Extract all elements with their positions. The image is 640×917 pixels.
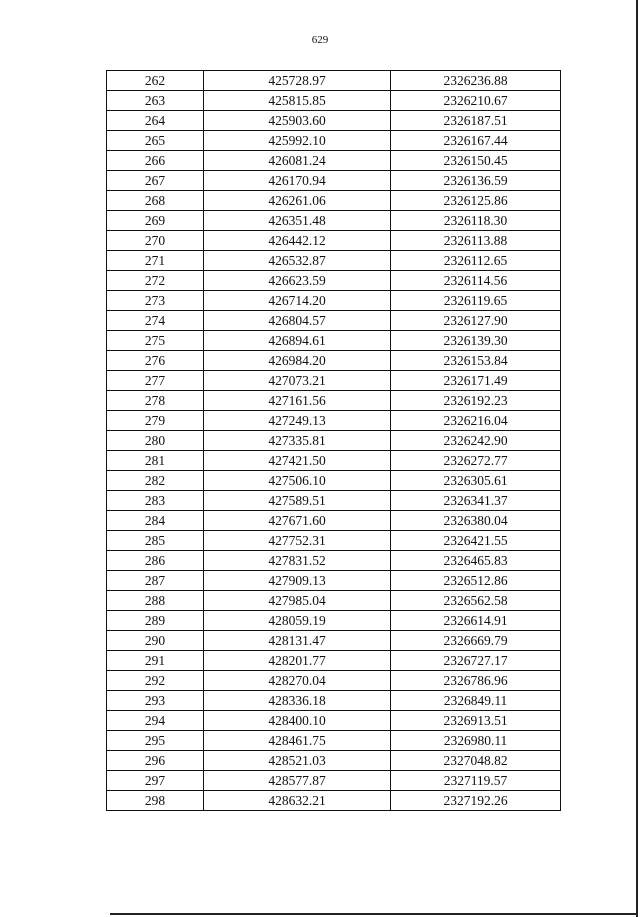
table-row — [107, 391, 561, 411]
x-coordinate-cell: 426894.61 — [204, 331, 391, 351]
x-coordinate-cell: 426351.48 — [204, 211, 391, 231]
table-row — [107, 731, 561, 751]
page-number: 629 — [311, 34, 329, 46]
y-coordinate-cell: 2326210.67 — [391, 91, 561, 111]
point-number-cell: 283 — [107, 491, 204, 511]
page-edge-bottom — [110, 913, 636, 915]
point-number-cell: 294 — [107, 711, 204, 731]
x-coordinate-cell: 427985.04 — [204, 591, 391, 611]
table-row — [107, 211, 561, 231]
coordinate-table — [106, 70, 561, 811]
y-coordinate-cell: 2326125.86 — [391, 191, 561, 211]
y-coordinate-cell: 2327119.57 — [391, 771, 561, 791]
table-row — [107, 511, 561, 531]
y-coordinate-cell: 2326562.58 — [391, 591, 561, 611]
table-row — [107, 171, 561, 191]
x-coordinate-cell: 428059.19 — [204, 611, 391, 631]
table-row — [107, 671, 561, 691]
point-number-cell: 292 — [107, 671, 204, 691]
point-number-cell: 287 — [107, 571, 204, 591]
y-coordinate-cell: 2326113.88 — [391, 231, 561, 251]
page-edge-right — [636, 0, 638, 917]
x-coordinate-cell: 426261.06 — [204, 191, 391, 211]
x-coordinate-cell: 428632.21 — [204, 791, 391, 811]
point-number-cell: 297 — [107, 771, 204, 791]
table-row — [107, 311, 561, 331]
x-coordinate-cell: 426804.57 — [204, 311, 391, 331]
table-row — [107, 711, 561, 731]
point-number-cell: 285 — [107, 531, 204, 551]
y-coordinate-cell: 2327048.82 — [391, 751, 561, 771]
point-number-cell: 262 — [107, 71, 204, 91]
y-coordinate-cell: 2326139.30 — [391, 331, 561, 351]
y-coordinate-cell: 2326167.44 — [391, 131, 561, 151]
x-coordinate-cell: 428461.75 — [204, 731, 391, 751]
x-coordinate-cell: 427073.21 — [204, 371, 391, 391]
y-coordinate-cell: 2326242.90 — [391, 431, 561, 451]
point-number-cell: 289 — [107, 611, 204, 631]
point-number-cell: 298 — [107, 791, 204, 811]
table-row — [107, 71, 561, 91]
table-row — [107, 771, 561, 791]
y-coordinate-cell: 2326380.04 — [391, 511, 561, 531]
point-number-cell: 266 — [107, 151, 204, 171]
point-number-cell: 276 — [107, 351, 204, 371]
x-coordinate-cell: 428336.18 — [204, 691, 391, 711]
x-coordinate-cell: 426623.59 — [204, 271, 391, 291]
x-coordinate-cell: 428270.04 — [204, 671, 391, 691]
y-coordinate-cell: 2326421.55 — [391, 531, 561, 551]
y-coordinate-cell: 2326272.77 — [391, 451, 561, 471]
table-row — [107, 151, 561, 171]
y-coordinate-cell: 2326153.84 — [391, 351, 561, 371]
x-coordinate-cell: 426442.12 — [204, 231, 391, 251]
y-coordinate-cell: 2326614.91 — [391, 611, 561, 631]
table-row — [107, 631, 561, 651]
table-row — [107, 591, 561, 611]
x-coordinate-cell: 428400.10 — [204, 711, 391, 731]
point-number-cell: 296 — [107, 751, 204, 771]
x-coordinate-cell: 427335.81 — [204, 431, 391, 451]
x-coordinate-cell: 428577.87 — [204, 771, 391, 791]
y-coordinate-cell: 2326216.04 — [391, 411, 561, 431]
table-row — [107, 351, 561, 371]
x-coordinate-cell: 426081.24 — [204, 151, 391, 171]
table-row — [107, 571, 561, 591]
point-number-cell: 281 — [107, 451, 204, 471]
point-number-cell: 290 — [107, 631, 204, 651]
y-coordinate-cell: 2326192.23 — [391, 391, 561, 411]
x-coordinate-cell: 427589.51 — [204, 491, 391, 511]
point-number-cell: 272 — [107, 271, 204, 291]
point-number-cell: 268 — [107, 191, 204, 211]
point-number-cell: 291 — [107, 651, 204, 671]
table-row — [107, 371, 561, 391]
table-row — [107, 691, 561, 711]
table-row — [107, 531, 561, 551]
x-coordinate-cell: 428131.47 — [204, 631, 391, 651]
x-coordinate-cell: 427249.13 — [204, 411, 391, 431]
y-coordinate-cell: 2326727.17 — [391, 651, 561, 671]
y-coordinate-cell: 2326114.56 — [391, 271, 561, 291]
x-coordinate-cell: 427421.50 — [204, 451, 391, 471]
table-row — [107, 431, 561, 451]
y-coordinate-cell: 2326119.65 — [391, 291, 561, 311]
table-row — [107, 91, 561, 111]
point-number-cell: 278 — [107, 391, 204, 411]
point-number-cell: 279 — [107, 411, 204, 431]
table-row — [107, 451, 561, 471]
x-coordinate-cell: 426714.20 — [204, 291, 391, 311]
table-row — [107, 191, 561, 211]
point-number-cell: 270 — [107, 231, 204, 251]
table-row — [107, 751, 561, 771]
x-coordinate-cell: 427161.56 — [204, 391, 391, 411]
y-coordinate-cell: 2326980.11 — [391, 731, 561, 751]
point-number-cell: 275 — [107, 331, 204, 351]
table-row — [107, 551, 561, 571]
y-coordinate-cell: 2326669.79 — [391, 631, 561, 651]
coordinate-table-body — [107, 71, 561, 811]
point-number-cell: 277 — [107, 371, 204, 391]
x-coordinate-cell: 427752.31 — [204, 531, 391, 551]
point-number-cell: 293 — [107, 691, 204, 711]
y-coordinate-cell: 2326305.61 — [391, 471, 561, 491]
y-coordinate-cell: 2326913.51 — [391, 711, 561, 731]
point-number-cell: 284 — [107, 511, 204, 531]
table-row — [107, 111, 561, 131]
x-coordinate-cell: 425992.10 — [204, 131, 391, 151]
table-row — [107, 411, 561, 431]
x-coordinate-cell: 426170.94 — [204, 171, 391, 191]
table-row — [107, 331, 561, 351]
x-coordinate-cell: 428201.77 — [204, 651, 391, 671]
y-coordinate-cell: 2326112.65 — [391, 251, 561, 271]
x-coordinate-cell: 425728.97 — [204, 71, 391, 91]
x-coordinate-cell: 428521.03 — [204, 751, 391, 771]
y-coordinate-cell: 2326236.88 — [391, 71, 561, 91]
x-coordinate-cell: 425815.85 — [204, 91, 391, 111]
point-number-cell: 264 — [107, 111, 204, 131]
x-coordinate-cell: 427671.60 — [204, 511, 391, 531]
table-row — [107, 791, 561, 811]
point-number-cell: 295 — [107, 731, 204, 751]
table-row — [107, 131, 561, 151]
y-coordinate-cell: 2326465.83 — [391, 551, 561, 571]
x-coordinate-cell: 427831.52 — [204, 551, 391, 571]
x-coordinate-cell: 427909.13 — [204, 571, 391, 591]
point-number-cell: 271 — [107, 251, 204, 271]
y-coordinate-cell: 2326127.90 — [391, 311, 561, 331]
table-row — [107, 651, 561, 671]
x-coordinate-cell: 426532.87 — [204, 251, 391, 271]
x-coordinate-cell: 427506.10 — [204, 471, 391, 491]
point-number-cell: 286 — [107, 551, 204, 571]
point-number-cell: 288 — [107, 591, 204, 611]
table-row — [107, 231, 561, 251]
table-row — [107, 251, 561, 271]
point-number-cell: 282 — [107, 471, 204, 491]
point-number-cell: 273 — [107, 291, 204, 311]
y-coordinate-cell: 2326136.59 — [391, 171, 561, 191]
point-number-cell: 265 — [107, 131, 204, 151]
point-number-cell: 274 — [107, 311, 204, 331]
y-coordinate-cell: 2326171.49 — [391, 371, 561, 391]
table-row — [107, 611, 561, 631]
x-coordinate-cell: 425903.60 — [204, 111, 391, 131]
point-number-cell: 280 — [107, 431, 204, 451]
point-number-cell: 267 — [107, 171, 204, 191]
y-coordinate-cell: 2326187.51 — [391, 111, 561, 131]
y-coordinate-cell: 2326118.30 — [391, 211, 561, 231]
table-row — [107, 271, 561, 291]
y-coordinate-cell: 2327192.26 — [391, 791, 561, 811]
table-row — [107, 471, 561, 491]
y-coordinate-cell: 2326512.86 — [391, 571, 561, 591]
point-number-cell: 269 — [107, 211, 204, 231]
x-coordinate-cell: 426984.20 — [204, 351, 391, 371]
table-row — [107, 291, 561, 311]
y-coordinate-cell: 2326150.45 — [391, 151, 561, 171]
table-row — [107, 491, 561, 511]
y-coordinate-cell: 2326786.96 — [391, 671, 561, 691]
y-coordinate-cell: 2326341.37 — [391, 491, 561, 511]
point-number-cell: 263 — [107, 91, 204, 111]
y-coordinate-cell: 2326849.11 — [391, 691, 561, 711]
